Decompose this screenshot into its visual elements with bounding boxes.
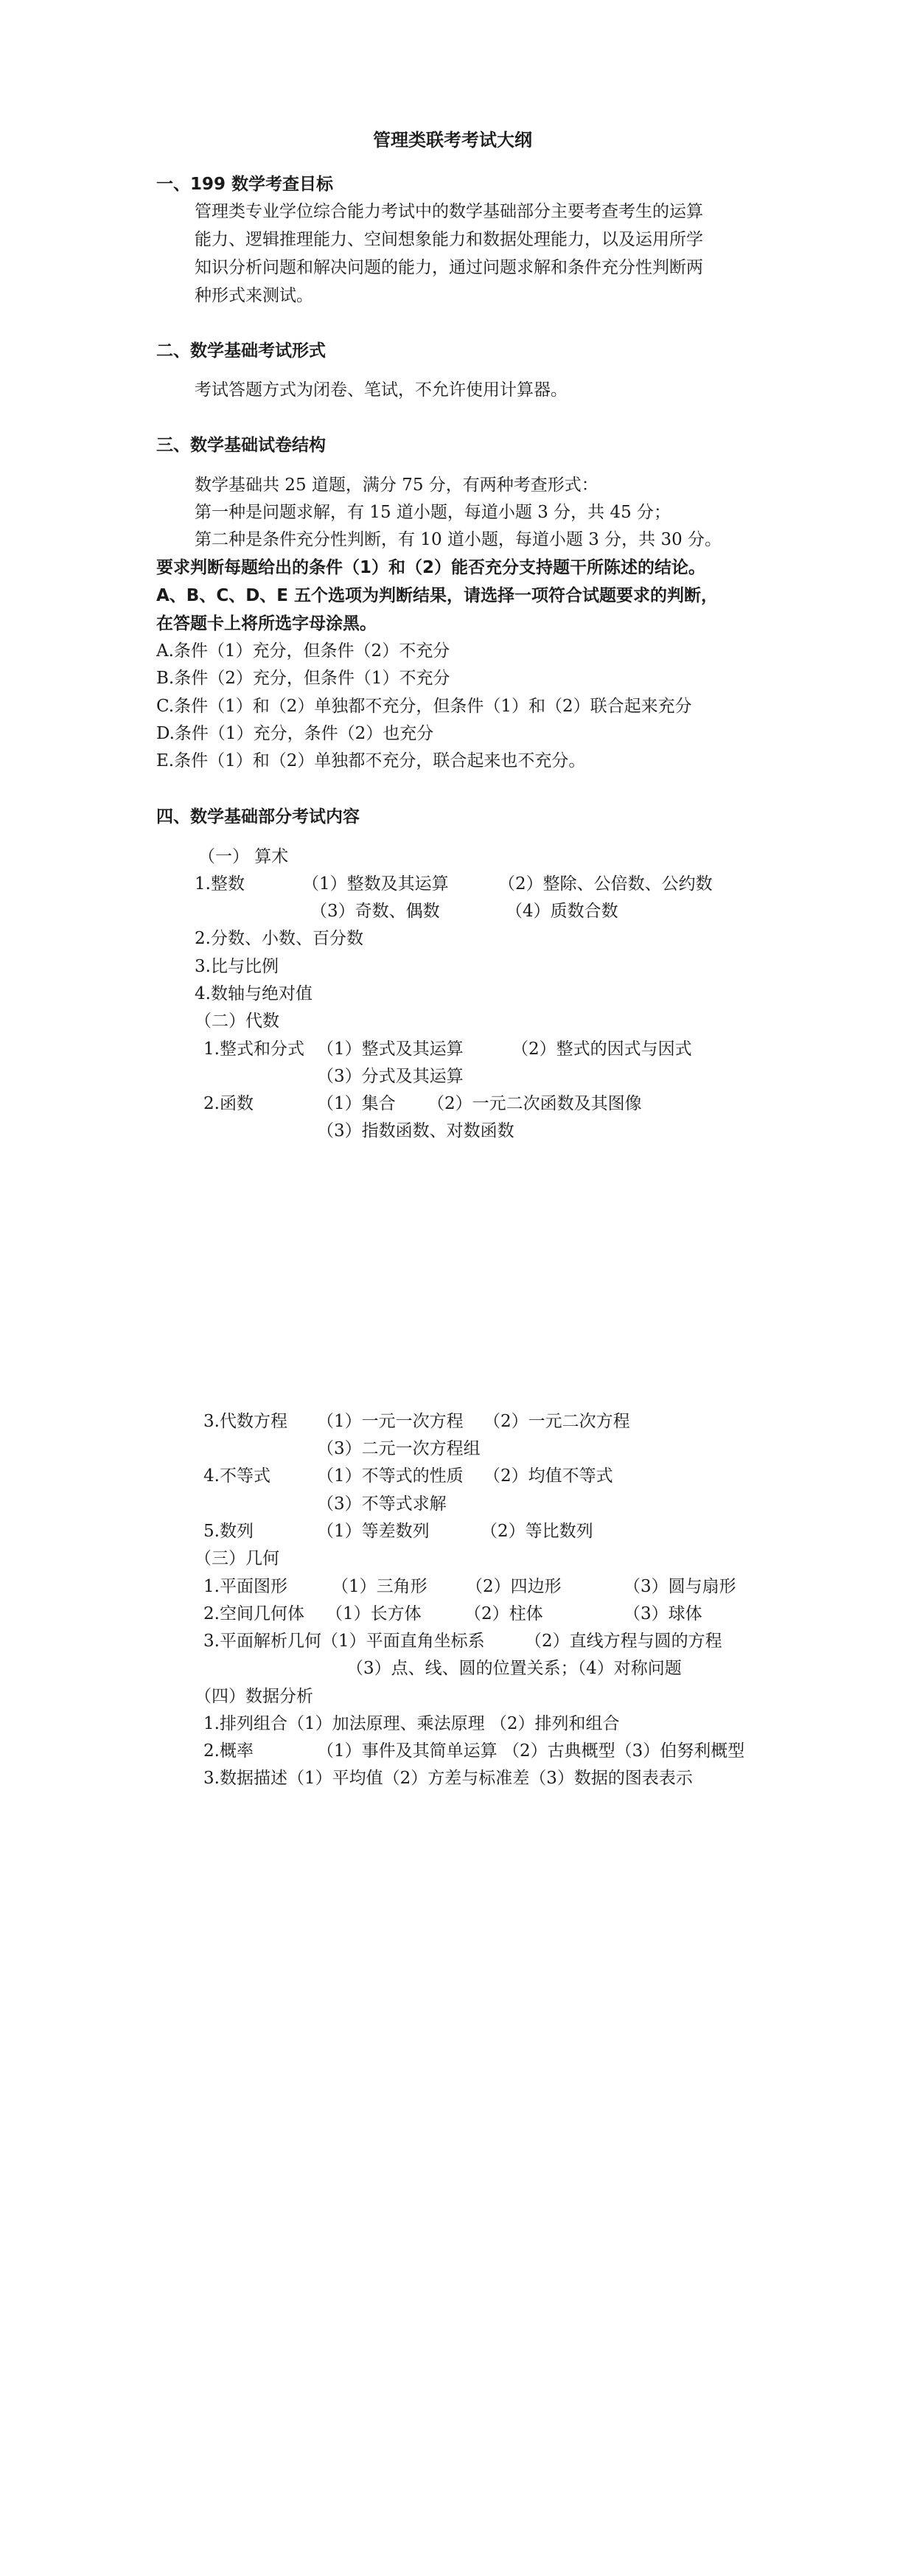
geometry-subitem: （2）柱体 (464, 1604, 543, 1623)
geometry-subitem: （2）直线方程与圆的方程 (525, 1632, 722, 1651)
geometry-subitem: （1）三角形 (332, 1577, 427, 1596)
algebra-subitem: （3）二元一次方程组 (317, 1439, 481, 1458)
option-a: A.条件（1）充分，但条件（2）不充分 (156, 641, 450, 661)
algebra-label: （二）代数 (195, 1012, 279, 1031)
arith-subitem: （4）质数合数 (506, 902, 618, 921)
algebra-subitem: （2）等比数列 (481, 1522, 593, 1541)
data-subitem: （1）事件及其简单运算 （2）古典概型（3）伯努利概型 (317, 1741, 745, 1761)
geometry-subitem: （2）四边形 (466, 1577, 562, 1596)
section-2-heading: 二、数学基础考试形式 (156, 341, 326, 361)
algebra-item: 4.不等式 (203, 1466, 270, 1486)
option-b: B.条件（2）充分，但条件（1）不充分 (156, 669, 450, 688)
geometry-label: （三）几何 (195, 1549, 279, 1568)
section-1-body-line: 种形式来测试。 (195, 286, 313, 305)
section-3-heading: 三、数学基础试卷结构 (156, 436, 326, 455)
data-label: （四）数据分析 (195, 1687, 313, 1706)
arith-item: 4.数轴与绝对值 (195, 984, 313, 1003)
arith-item: 3.比与比例 (195, 957, 279, 976)
section-1-heading: 一、199 数学考查目标 (156, 175, 334, 194)
section-3-bold-line: 要求判断每题给出的条件（1）和（2）能否充分支持题干所陈述的结论。 (156, 558, 706, 577)
algebra-subitem: （3）分式及其运算 (317, 1067, 464, 1086)
section-2-body: 考试答题方式为闭卷、笔试，不允许使用计算器。 (195, 380, 568, 400)
geometry-subitem: （3）球体 (624, 1604, 702, 1623)
data-item: 2.概率 (203, 1741, 254, 1761)
geometry-item: 2.空间几何体 (203, 1604, 304, 1623)
algebra-subitem: （1）一元一次方程 (317, 1412, 464, 1431)
section-4-heading: 四、数学基础部分考试内容 (156, 807, 360, 826)
geometry-subitem: （3）点、线、圆的位置关系；（4）对称问题 (346, 1659, 682, 1678)
algebra-subitem: （1）集合 (317, 1094, 396, 1113)
algebra-item: 3.代数方程 (203, 1412, 287, 1431)
section-3-bold-line: A、B、C、D、E 五个选项为判断结果，请选择一项符合试题要求的判断， (156, 586, 719, 605)
section-1-body-line: 能力、逻辑推理能力、空间想象能力和数据处理能力，以及运用所学 (195, 230, 703, 249)
geometry-subitem: （1）长方体 (326, 1604, 422, 1623)
algebra-subitem: （2）一元二次函数及其图像 (427, 1094, 642, 1113)
algebra-subitem: （1）不等式的性质 (317, 1466, 464, 1486)
section-3-line: 数学基础共 25 道题，满分 75 分，有两种考查形式： (195, 476, 598, 495)
option-d: D.条件（1）充分，条件（2）也充分 (156, 724, 434, 743)
section-3-line: 第二种是条件充分性判断，有 10 道小题，每道小题 3 分，共 30 分。 (195, 530, 722, 549)
algebra-subitem: （2）一元二次方程 (484, 1412, 630, 1431)
algebra-subitem: （2）均值不等式 (484, 1466, 613, 1486)
geometry-item: 3.平面解析几何（1）平面直角坐标系 (203, 1632, 485, 1651)
geometry-subitem: （3）圆与扇形 (624, 1577, 736, 1596)
section-3-bold-line: 在答题卡上将所选字母涂黑。 (156, 614, 377, 633)
arith-subitem: （3）奇数、偶数 (310, 902, 440, 921)
section-1-body-line: 管理类专业学位综合能力考试中的数学基础部分主要考查考生的运算 (195, 202, 703, 221)
document-title: 管理类联考考试大纲 (373, 130, 532, 150)
geometry-item: 1.平面图形 (203, 1577, 287, 1596)
data-item: 3.数据描述（1）平均值（2）方差与标准差（3）数据的图表表示 (203, 1769, 693, 1788)
arith-subitem: （2）整除、公倍数、公约数 (498, 874, 713, 894)
arith-subitem: （1）整数及其运算 (302, 874, 449, 894)
algebra-item: 5.数列 (203, 1522, 254, 1541)
algebra-subitem: （3）指数函数、对数函数 (317, 1121, 514, 1141)
algebra-item: 1.整式和分式 (203, 1040, 304, 1059)
algebra-subitem: （3）不等式求解 (317, 1494, 447, 1514)
option-c: C.条件（1）和（2）单独都不充分，但条件（1）和（2）联合起来充分 (156, 697, 692, 716)
algebra-subitem: （1）等差数列 (317, 1522, 430, 1541)
section-3-line: 第一种是问题求解，有 15 道小题，每道小题 3 分，共 45 分； (195, 503, 671, 522)
algebra-subitem: （2）整式的因式与因式 (512, 1040, 692, 1059)
algebra-item: 2.函数 (203, 1094, 254, 1113)
arith-item: 2.分数、小数、百分数 (195, 929, 363, 948)
algebra-subitem: （1）整式及其运算 (317, 1040, 464, 1059)
arith-label: （一） 算术 (198, 847, 289, 866)
option-e: E.条件（1）和（2）单独都不充分，联合起来也不充分。 (156, 751, 586, 770)
section-1-body-line: 知识分析问题和解决问题的能力，通过问题求解和条件充分性判断两 (195, 258, 703, 277)
data-item: 1.排列组合（1）加法原理、乘法原理 （2）排列和组合 (203, 1714, 620, 1733)
arith-item: 1.整数 (195, 874, 245, 894)
